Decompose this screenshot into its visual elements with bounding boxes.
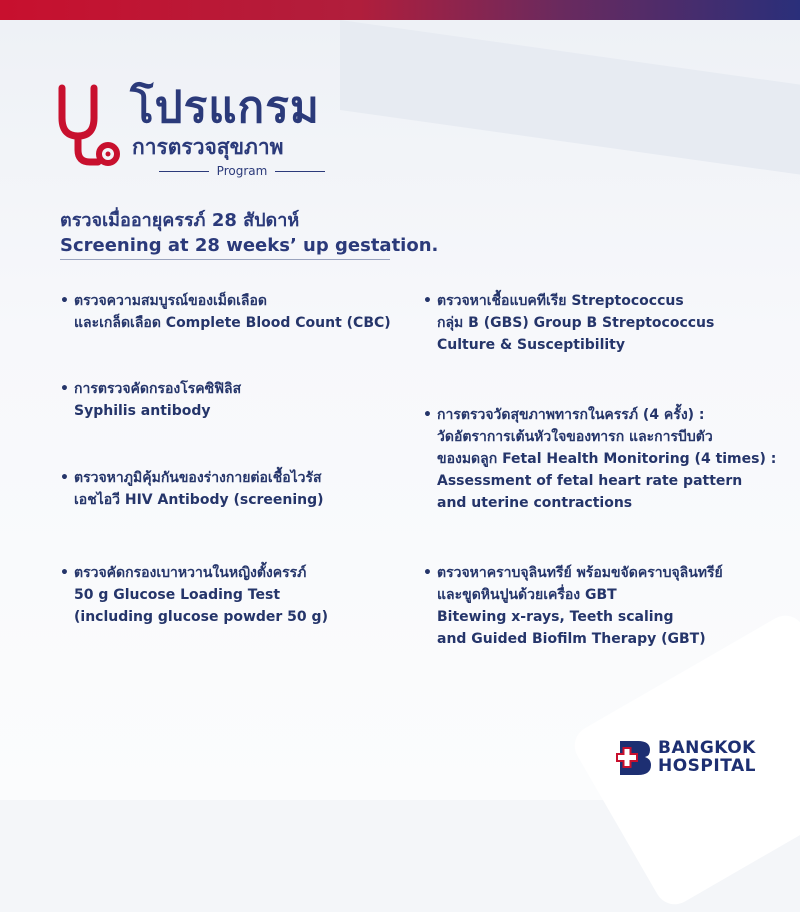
bullet: • <box>60 470 69 486</box>
bullet: • <box>423 407 432 423</box>
item-line: และขูดหินปูนด้วยเครื่อง GBT <box>437 587 617 603</box>
screening-subtitle <box>60 208 438 258</box>
item-line: กลุ่ม B (GBS) Group B Streptococcus <box>437 315 715 331</box>
item-line: (including glucose powder 50 g) <box>74 609 328 625</box>
list-item-syphilis <box>60 378 242 422</box>
list-item-hiv <box>60 467 324 511</box>
item-line: ตรวจความสมบูรณ์ของเม็ดเลือด <box>74 293 267 309</box>
item-line: วัดอัตราการเต้นหัวใจของทารก และการบีบตัว <box>437 429 713 445</box>
bullet: • <box>60 381 69 397</box>
item-line: Bitewing x-rays, Teeth scaling <box>437 609 674 625</box>
title-program <box>132 164 352 178</box>
list-item-dental <box>423 562 723 650</box>
item-line: and Guided Biofilm Therapy (GBT) <box>437 631 706 647</box>
list-item-glucose <box>60 562 328 628</box>
item-line: 50 g Glucose Loading Test <box>74 587 281 603</box>
item-line: ตรวจคัดกรองเบาหวานในหญิงตั้งครรภ์ <box>74 565 307 581</box>
list-item-cbc <box>60 290 391 334</box>
item-line: Assessment of fetal heart rate pattern <box>437 473 743 489</box>
item-line: และเกล็ดเลือด Complete Blood Count (CBC) <box>74 315 391 331</box>
title-main: โปรแกรม <box>130 82 320 133</box>
divider-right <box>275 171 325 172</box>
bullet: • <box>423 565 432 581</box>
list-item-fetal-monitoring <box>423 404 777 514</box>
item-line: การตรวจวัดสุขภาพทารกในครรภ์ (4 ครั้ง) : <box>437 407 705 423</box>
item-line: ตรวจหาคราบจุลินทรีย์ พร้อมขจัดคราบจุลินทรีย์ <box>437 565 723 581</box>
item-line: ตรวจหาเชื้อแบคทีเรีย Streptococcus <box>437 293 684 309</box>
brand-line-1: BANGKOK <box>658 738 756 758</box>
stethoscope-icon <box>52 80 122 170</box>
divider-left <box>159 171 209 172</box>
item-line: การตรวจคัดกรองโรคซิฟิลิส <box>74 381 242 397</box>
bullet: • <box>60 293 69 309</box>
title-sub: การตรวจสุขภาพ <box>132 135 284 159</box>
bullet: • <box>423 293 432 309</box>
item-line: ตรวจหาภูมิคุ้มกันของร่างกายต่อเชื้อไวรัส <box>74 470 322 486</box>
item-line: Culture & Susceptibility <box>437 337 625 353</box>
program-label: Program <box>216 164 268 178</box>
item-line: Syphilis antibody <box>74 403 211 419</box>
list-item-gbs <box>423 290 715 356</box>
item-line: and uterine contractions <box>437 495 633 511</box>
item-line: ของมดลูก Fetal Health Monitoring (4 times) : <box>437 451 777 467</box>
subtitle-english: Screening at 28 weeks’ up gestation. <box>60 235 439 256</box>
subtitle-thai: ตรวจเมื่ออายุครรภ์ 28 สัปดาห์ <box>60 210 300 231</box>
hospital-cross-icon <box>614 737 654 777</box>
brand-line-2: HOSPITAL <box>658 756 756 776</box>
top-color-bar <box>0 0 800 20</box>
brand-name <box>658 739 756 775</box>
bullet: • <box>60 565 69 581</box>
program-logo <box>52 80 352 180</box>
bangkok-hospital-logo <box>614 737 774 777</box>
item-line: เอชไอวี HIV Antibody (screening) <box>74 492 324 508</box>
subtitle-underline <box>60 259 390 260</box>
